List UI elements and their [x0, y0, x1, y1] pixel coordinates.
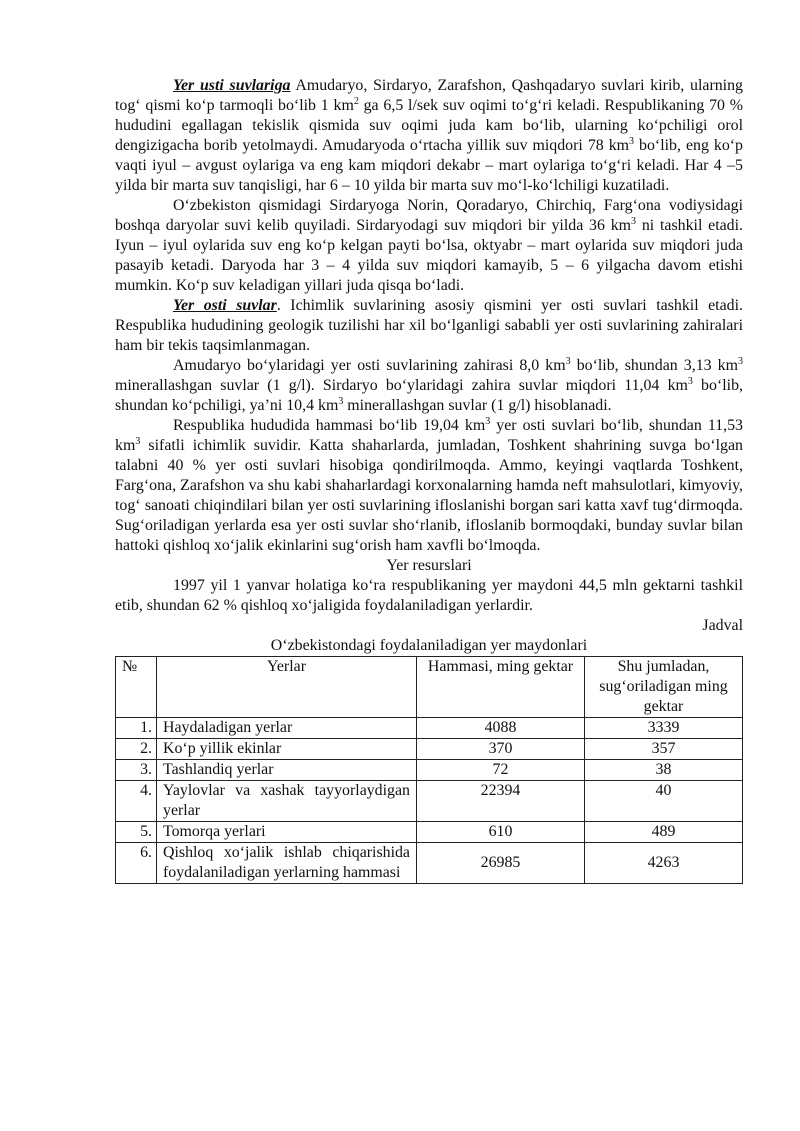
row-irrigated: 3339 — [585, 718, 743, 739]
header-irrigated: Shu jumladan, sug‘oriladigan ming gektar — [585, 657, 743, 718]
row-number: 6. — [116, 843, 157, 884]
row-total: 610 — [417, 822, 585, 843]
row-name: Tomorqa yerlari — [157, 822, 417, 843]
lead-ground-water: Yer osti suvlar — [173, 297, 277, 314]
table-row — [116, 781, 743, 822]
header-number: № — [116, 657, 157, 718]
row-name: Tashlandiq yerlar — [157, 760, 417, 781]
table-label: Jadval — [702, 617, 743, 634]
row-total: 4088 — [417, 718, 585, 739]
paragraph-surface-water: Yer usti suvlariga Amudaryo, Sirdaryo, Zarafshon, Qashqadaryo suvlari kirib, ularning tog‘ qismi ko‘p tarmoqli bo‘lib 1 $km^2$ ga 6,5 l/sek suv oqimi to‘g‘ri keladi. Respublikaning 70 % hududini egallagan tekislik qismida suv oqimi juda kam bo‘lib, ularning ko‘pchiligi orol dengizigacha borib yetolmaydi. Amudaryoda o‘rtacha yillik suv miqdori 78 $km^3$ bo‘lib, eng ko‘p vaqti iyul – avgust oylariga va eng kam miqdori dekabr – mart oylariga to‘g‘ri keladi. Har 4 –5 yilda bir marta suv tanqisligi, har 6 – 10 yilda bir marta suv mo‘l-ko‘lchiligi kuzatiladi. — [115, 77, 744, 194]
table-row — [116, 718, 743, 739]
paragraph-ground-water: Yer osti suvlar. Ichimlik suvlarining asosiy qismini yer osti suvlari tashkil etadi. Respublika hududining geologik tuzilishi har xil bo‘lganligi sababli yer osti suvlarining zahiralari ham bir tekis taqsimlanmagan. — [115, 297, 743, 354]
paragraph-republic-water: Respublika hududida hammasi bo‘lib 19,04 $km^3$ yer osti suvlari bo‘lib, shundan 11,53 $km^3$ sifatli ichimlik suvidir. Katta shaharlarda, jumladan, Toshkent shahrining suvga bo‘lgan talabni 40 % yer osti suvlari hisobiga qondirilmoqda. Ammo, keyingi vaqtlarda Toshkent, Farg‘ona, Zarafshon va shu kabi shaharlardagi korxonalarning hamda neft mahsulotlari, kimyoviy, tog‘ sanoati chiqindilari bilan yer osti suvlarining ifloslanishi borgan sari katta xavf tug‘dirmoqda. Sug‘oriladigan yerlarda esa yer osti suvlar sho‘rlanib, ifloslanib bormoqdaki, bunday suvlar bilan hattoki qishloq xo‘jalik ekinlarini sug‘orish ham xavfli bo‘lmoqda. — [115, 416, 743, 554]
row-irrigated: 38 — [585, 760, 743, 781]
row-irrigated: 4263 — [585, 843, 743, 884]
row-total: 22394 — [417, 781, 585, 822]
row-irrigated: 357 — [585, 739, 743, 760]
table-title: O‘zbekistondagi foydalaniladigan yer maydonlari — [270, 637, 588, 654]
row-number: 3. — [116, 760, 157, 781]
table-header-row — [116, 657, 743, 718]
row-irrigated: 40 — [585, 781, 743, 822]
row-name: Ko‘p yillik ekinlar — [157, 739, 417, 760]
row-name: Qishloq xo‘jalik ishlab chiqarishida foydalaniladigan yerlarning hammasi — [157, 843, 417, 884]
row-number: 5. — [116, 822, 157, 843]
lead-surface-water: Yer usti suvlariga — [173, 77, 291, 94]
land-table — [115, 656, 743, 884]
row-total: 72 — [417, 760, 585, 781]
header-lands: Yerlar — [157, 657, 417, 718]
table-row — [116, 843, 743, 884]
row-irrigated: 489 — [585, 822, 743, 843]
table-row — [116, 760, 743, 781]
row-total: 26985 — [417, 843, 585, 884]
row-name: Haydaladigan yerlar — [157, 718, 417, 739]
paragraph-river-reserves: Amudaryo bo‘ylaridagi yer osti suvlarining zahirasi 8,0 $km^3$ bo‘lib, shundan 3,13 $km^3$ minerallashgan suvlar (1 g/l). Sirdaryo bo‘ylaridagi zahira suvlar miqdori 11,04 $km^3$ bo‘lib, shundan ko‘pchiligi, ya’ni 10,4 $km^3$ minerallashgan suvlar (1 g/l) hisoblanadi. — [115, 356, 743, 414]
row-number: 1. — [116, 718, 157, 739]
document-page — [115, 76, 743, 884]
table-row — [116, 822, 743, 843]
row-number: 2. — [116, 739, 157, 760]
table-row — [116, 739, 743, 760]
paragraph-land-area: 1997 yil 1 yanvar holatiga ko‘ra respublikaning yer maydoni 44,5 mln gektarni tashkil etib, shundan 62 % qishloq xo‘jaligida foydalaniladigan yerlardir. — [115, 577, 743, 614]
header-total: Hammasi, ming gektar — [417, 657, 585, 718]
paragraph-syrdarya: O‘zbekiston qismidagi Sirdaryoga Norin, Qoradaryo, Chirchiq, Farg‘ona vodiysidagi boshqa daryolar suvi kelib quyiladi. Sirdaryodagi suv miqdori bir yilda 36 $km^3$ ni tashkil etadi. Iyun – iyul oylarida suv eng ko‘p kelgan payti bo‘lsa, oktyabr – mart oylarida suv miqdori juda pasayib ketadi. Daryoda har 3 – 4 yilda suv miqdori kamayib, 5 – 6 yilgacha davom etishi mumkin. Ko‘p suv keladigan yillari juda qisqa bo‘ladi. — [115, 197, 743, 294]
row-total: 370 — [417, 739, 585, 760]
row-number: 4. — [116, 781, 157, 822]
section-title: Yer resurslari — [386, 557, 472, 574]
row-name: Yaylovlar va xashak tayyorlaydigan yerlar — [157, 781, 417, 822]
